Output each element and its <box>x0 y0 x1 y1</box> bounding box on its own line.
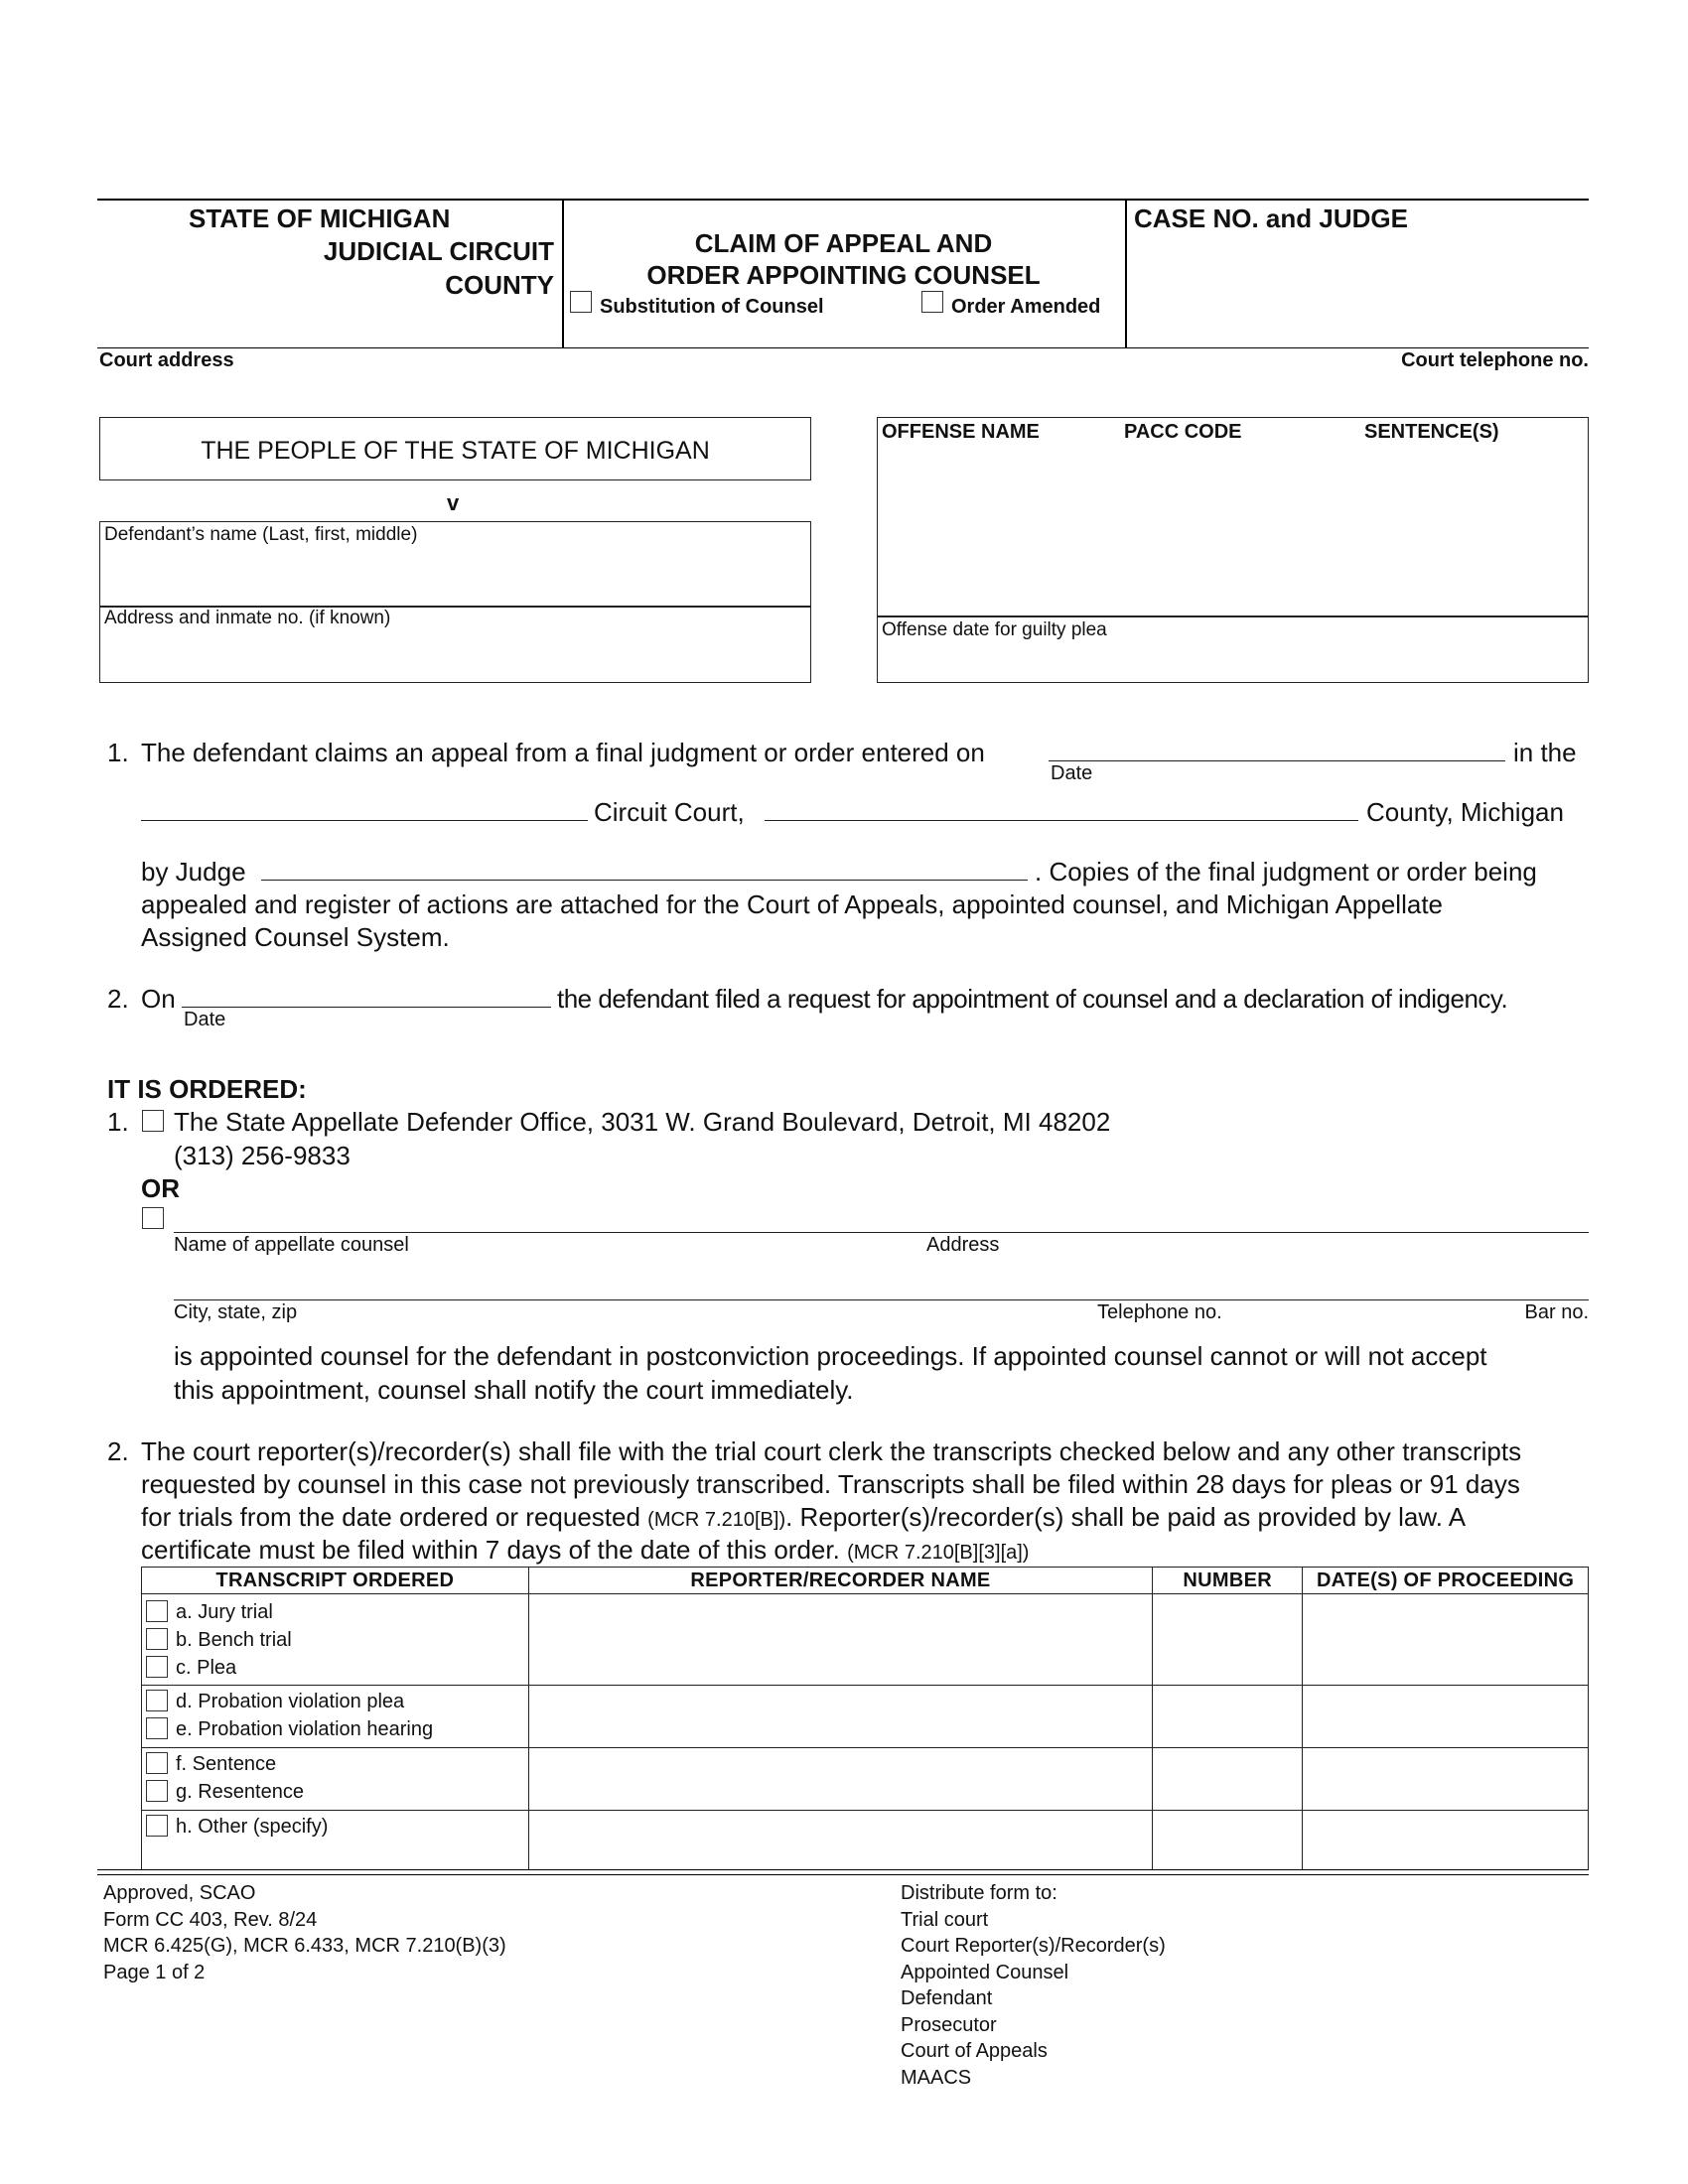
address-inmate-label[interactable]: Address and inmate no. (if known) <box>104 608 391 628</box>
substitution-checkbox[interactable] <box>570 291 592 313</box>
claim-2-on: On <box>141 984 176 1014</box>
court-address-label: Court address <box>99 349 234 371</box>
reporter-cell[interactable] <box>528 1594 1153 1686</box>
county-michigan-label: County, Michigan <box>1366 797 1564 827</box>
claim-1-text-b: . Copies of the final judgment or order being <box>1035 857 1537 887</box>
offense-date-label[interactable]: Offense date for guilty plea <box>882 619 1107 640</box>
reporter-cell[interactable] <box>528 1811 1153 1870</box>
number-header: NUMBER <box>1153 1568 1303 1594</box>
list-item: Appointed Counsel <box>901 1961 1069 1983</box>
order-2-number: 2. <box>107 1436 129 1466</box>
claim-1-text-a: The defendant claims an appeal from a final judgment or order entered on <box>141 738 985 767</box>
order-2-line3b: . Reporter(s)/recorder(s) shall be paid as provided by law. A <box>785 1502 1467 1532</box>
by-judge-label: by Judge <box>141 857 246 887</box>
form-title-line1: CLAIM OF APPEAL AND <box>694 228 993 258</box>
claim-1-text-d: Assigned Counsel System. <box>141 922 450 952</box>
counsel-name-label: Name of appellate counsel <box>174 1234 409 1256</box>
order-2-line4 <box>141 1534 1029 1570</box>
circuit-court-line[interactable] <box>141 820 588 821</box>
list-item: Defendant <box>901 1987 993 2009</box>
footer-rule-1 <box>97 1869 1589 1870</box>
sado-checkbox[interactable] <box>142 1110 164 1132</box>
number-cell[interactable] <box>1153 1748 1303 1811</box>
list-item: Court Reporter(s)/Recorder(s) <box>901 1935 1166 1957</box>
claim-1-number: 1. <box>107 738 129 767</box>
counsel-name-line[interactable] <box>174 1232 1589 1233</box>
versus-label: v <box>447 490 460 515</box>
list-item: Trial court <box>901 1908 989 1931</box>
county-label: COUNTY <box>445 270 554 300</box>
plea-label: c. Plea <box>176 1657 237 1679</box>
probation-hearing-label: e. Probation violation hearing <box>176 1718 434 1740</box>
table-row <box>142 1686 1589 1748</box>
form-title-line2: ORDER APPOINTING COUNSEL <box>646 260 1041 290</box>
sentence-label: f. Sentence <box>176 1753 277 1775</box>
distribute-label: Distribute form to: <box>901 1882 1057 1904</box>
reporter-cell[interactable] <box>528 1686 1153 1748</box>
header-bottom-rule <box>97 347 1589 348</box>
order-2-line3 <box>141 1501 1466 1537</box>
list-item: MAACS <box>901 2066 972 2089</box>
sado-line1: The State Appellate Defender Office, 3031 W. Grand Boulevard, Detroit, MI 48202 <box>174 1107 1111 1137</box>
order-amended-label: Order Amended <box>951 296 1101 318</box>
bench-trial-label: b. Bench trial <box>176 1629 292 1651</box>
offense-divider <box>877 615 1589 617</box>
claim-1-in-the: in the <box>1513 738 1577 767</box>
page-number: Page 1 of 2 <box>103 1961 206 1983</box>
dates-cell[interactable] <box>1303 1686 1589 1748</box>
probation-plea-checkbox[interactable] <box>146 1690 168 1711</box>
dates-header: DATE(S) OF PROCEEDING <box>1303 1568 1589 1594</box>
jury-trial-checkbox[interactable] <box>146 1600 168 1622</box>
people-label: THE PEOPLE OF THE STATE OF MICHIGAN <box>201 437 710 465</box>
case-no-label: CASE NO. and JUDGE <box>1134 204 1408 233</box>
footer-right <box>901 1880 1166 2091</box>
county-line[interactable] <box>765 820 1358 821</box>
sado-line2: (313) 256-9833 <box>174 1141 351 1170</box>
reporter-name-header: REPORTER/RECORDER NAME <box>528 1568 1153 1594</box>
probation-plea-label: d. Probation violation plea <box>176 1691 405 1712</box>
claim-1-text-c: appealed and register of actions are attached for the Court of Appeals, appointed counsel, and Michigan Appellate <box>141 889 1444 919</box>
approved-label: Approved, SCAO <box>103 1882 256 1904</box>
or-label: OR <box>141 1173 180 1203</box>
number-cell[interactable] <box>1153 1594 1303 1686</box>
judgment-date-line[interactable] <box>1049 760 1505 761</box>
table-row <box>142 1811 1589 1870</box>
probation-hearing-checkbox[interactable] <box>146 1717 168 1739</box>
pacc-code-header: PACC CODE <box>1124 421 1242 443</box>
appointed-line2: this appointment, counsel shall notify the court immediately. <box>174 1375 854 1405</box>
resentence-checkbox[interactable] <box>146 1780 168 1802</box>
table-row <box>142 1594 1589 1686</box>
reporter-cell[interactable] <box>528 1748 1153 1811</box>
transcript-header-row <box>142 1568 1589 1594</box>
number-cell[interactable] <box>1153 1811 1303 1870</box>
counsel-telephone-label: Telephone no. <box>1097 1301 1222 1323</box>
defendant-name-label[interactable]: Defendant’s name (Last, first, middle) <box>104 524 418 545</box>
mcr-references: MCR 6.425(G), MCR 6.433, MCR 7.210(B)(3) <box>103 1935 506 1957</box>
order-1-number: 1. <box>107 1107 129 1137</box>
appointed-line1: is appointed counsel for the defendant in postconviction proceedings. If appointed counsel cannot or will not accept <box>174 1341 1487 1371</box>
list-item: Prosecutor <box>901 2013 997 2036</box>
claim-2-number: 2. <box>107 984 129 1014</box>
offense-name-header: OFFENSE NAME <box>882 421 1040 443</box>
transcript-ordered-header: TRANSCRIPT ORDERED <box>142 1568 529 1594</box>
dates-cell[interactable] <box>1303 1594 1589 1686</box>
order-2-line3-mcr: (MCR 7.210[B]) <box>647 1509 786 1531</box>
other-label: h. Other (specify) <box>176 1816 329 1838</box>
jury-trial-label: a. Jury trial <box>176 1601 273 1623</box>
court-telephone-label: Court telephone no. <box>1401 349 1589 371</box>
city-state-zip-label: City, state, zip <box>174 1301 298 1323</box>
request-date-line[interactable] <box>182 1007 551 1008</box>
order-2-line1: The court reporter(s)/recorder(s) shall file with the trial court clerk the transcripts checked below and any other transcripts <box>141 1436 1522 1466</box>
header-top-rule <box>97 199 1589 201</box>
dates-cell[interactable] <box>1303 1748 1589 1811</box>
other-checkbox[interactable] <box>146 1815 168 1837</box>
table-row <box>142 1748 1589 1811</box>
state-label: STATE OF MICHIGAN <box>189 204 451 233</box>
judgment-date-label: Date <box>1051 762 1093 784</box>
bench-trial-checkbox[interactable] <box>146 1628 168 1650</box>
plea-checkbox[interactable] <box>146 1656 168 1678</box>
resentence-label: g. Resentence <box>176 1781 304 1803</box>
sentences-header: SENTENCE(S) <box>1364 421 1499 443</box>
request-date-label: Date <box>184 1009 226 1030</box>
sentence-checkbox[interactable] <box>146 1752 168 1774</box>
order-2-line4a: certificate must be filed within 7 days of the date of this order. <box>141 1535 840 1565</box>
counsel-address-label: Address <box>926 1234 1000 1256</box>
footer-left <box>103 1880 506 1985</box>
bar-no-label: Bar no. <box>1524 1301 1589 1323</box>
order-2-line3a: for trials from the date ordered or requested <box>141 1502 640 1532</box>
claim-2-text: the defendant filed a request for appointment of counsel and a declaration of indigency. <box>557 984 1508 1014</box>
list-item: Court of Appeals <box>901 2040 1048 2062</box>
form-number: Form CC 403, Rev. 8/24 <box>103 1908 318 1931</box>
circuit-court-label: Circuit Court, <box>594 797 745 827</box>
offense-box <box>877 417 1589 683</box>
counsel-city-line[interactable] <box>174 1299 1589 1300</box>
dates-cell[interactable] <box>1303 1811 1589 1870</box>
number-cell[interactable] <box>1153 1686 1303 1748</box>
transcript-table <box>141 1567 1589 1870</box>
order-2-line2: requested by counsel in this case not previously transcribed. Transcripts shall be filed within 28 days for pleas or 91 days <box>141 1469 1520 1499</box>
circuit-label: JUDICIAL CIRCUIT <box>323 236 554 266</box>
order-amended-checkbox[interactable] <box>921 291 943 313</box>
header-divider-2 <box>1125 199 1127 347</box>
order-heading: IT IS ORDERED: <box>107 1074 307 1104</box>
substitution-label: Substitution of Counsel <box>600 296 824 318</box>
other-counsel-checkbox[interactable] <box>142 1207 164 1229</box>
footer-rule-2 <box>97 1874 1589 1875</box>
order-2-line4-mcr: (MCR 7.210[B][3][a]) <box>847 1542 1030 1564</box>
judge-line[interactable] <box>261 880 1028 881</box>
